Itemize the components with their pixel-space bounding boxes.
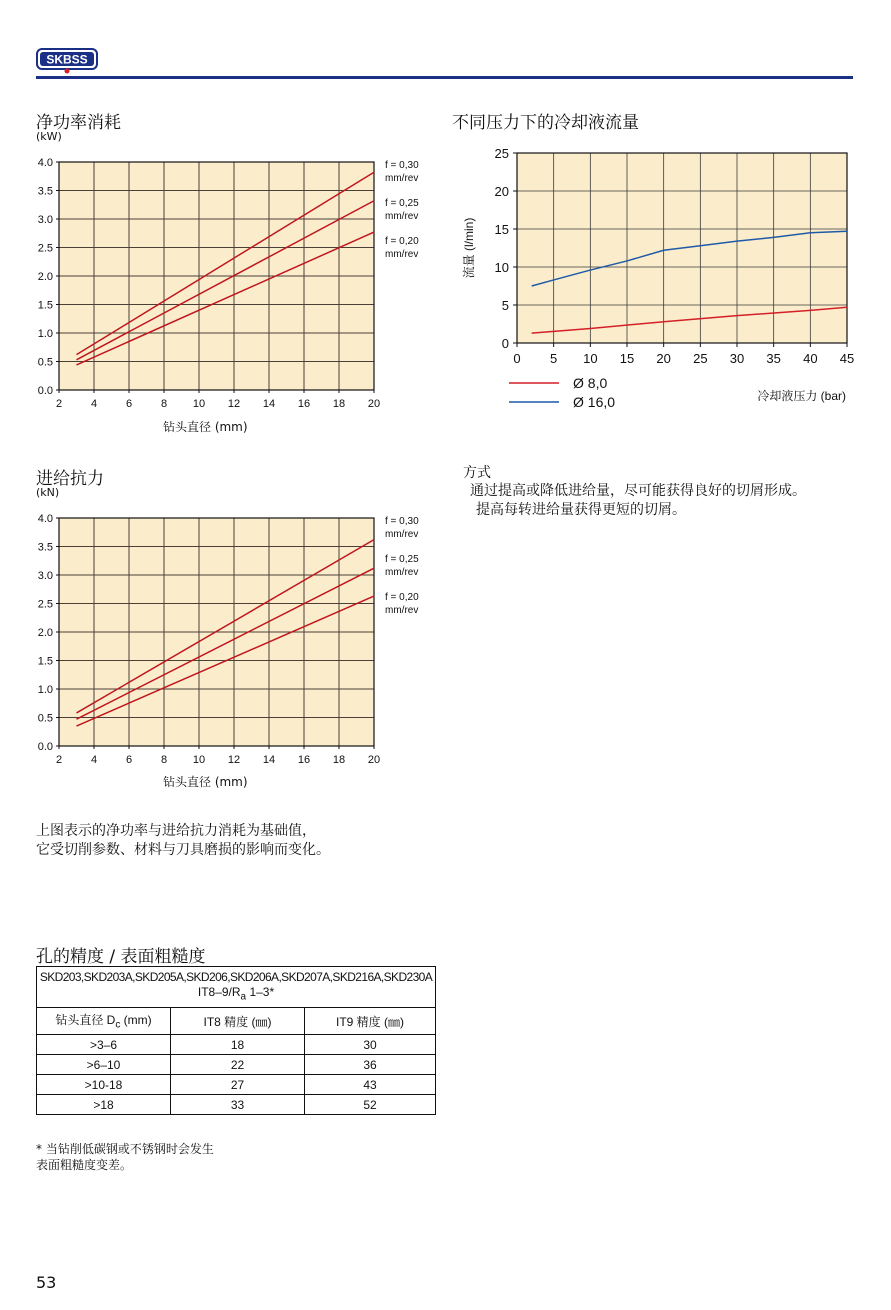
y-tick-label: 0.5 — [37, 712, 53, 725]
y-tick-label: 25 — [494, 146, 509, 161]
y-tick-label: 10 — [494, 260, 509, 275]
hole-accuracy-table — [36, 966, 436, 1115]
power-chart — [0, 150, 440, 420]
x-tick-label: 8 — [160, 398, 168, 410]
y-tick-label: 1.0 — [37, 328, 53, 340]
curve-label-line1: f = 0,20 — [385, 592, 419, 603]
footnote-line: 表面粗糙度变差。 — [36, 1158, 133, 1172]
logo-text: SKBSS — [46, 52, 88, 67]
y-tick-label: 2.0 — [37, 627, 53, 639]
cell-it8: 22 — [171, 1055, 305, 1075]
x-tick-label: 10 — [192, 398, 206, 410]
y-tick-label: 1.5 — [37, 655, 53, 668]
curve-label-line2: mm/rev — [385, 529, 419, 540]
x-tick-label: 2 — [55, 754, 63, 766]
cell-it9: 30 — [305, 1035, 436, 1055]
header-rule — [36, 76, 853, 79]
table-title: 孔的精度 / 表面粗糙度 — [36, 947, 206, 967]
y-tick-label: 3.0 — [37, 214, 53, 226]
x-tick-label: 8 — [160, 754, 168, 766]
x-tick-label: 4 — [90, 754, 98, 766]
method-text — [470, 482, 806, 520]
cell-diameter: >18 — [37, 1095, 171, 1115]
method-line: 通过提高或降低进给量，尽可能获得良好的切屑形成。 — [470, 483, 806, 499]
table-header-models — [37, 967, 436, 1008]
thrust-chart — [0, 506, 440, 776]
curve-label-line1: f = 0,20 — [385, 236, 419, 247]
y-tick-label: 2.0 — [37, 271, 53, 283]
curve-label-line1: f = 0,25 — [385, 554, 419, 565]
x-tick-label: 10 — [192, 754, 206, 766]
cell-it8: 18 — [171, 1035, 305, 1055]
tolerance-text: $IT8-9/R_a$ 1–3* — [197, 984, 275, 1003]
thrust-chart-title: 进给抗力 — [36, 469, 104, 489]
y-tick-label: 4.0 — [37, 513, 53, 525]
y-tick-label: 2.5 — [37, 598, 53, 611]
x-tick-label: 20 — [656, 351, 671, 366]
col-header-diameter: 钻头直径 $D_c$ (mm) — [37, 1008, 171, 1035]
x-axis-label: 冷却液压力 (bar) — [757, 389, 846, 403]
method-title: 方式 — [463, 465, 491, 481]
x-tick-label: 25 — [693, 351, 708, 366]
curve-label-line2: mm/rev — [385, 567, 419, 578]
x-tick-label: 30 — [729, 351, 745, 366]
power-chart-xlabel: 钻头直径 (mm) — [163, 420, 248, 434]
cell-diameter: >3–6 — [37, 1035, 171, 1055]
x-tick-label: 14 — [262, 754, 276, 766]
x-tick-label: 15 — [619, 351, 635, 366]
x-tick-label: 2 — [55, 398, 63, 410]
y-tick-label: 3.0 — [37, 570, 53, 582]
y-tick-label: 0.0 — [37, 741, 53, 753]
cell-diameter: >6–10 — [37, 1055, 171, 1075]
x-tick-label: 12 — [227, 754, 241, 766]
x-tick-label: 40 — [803, 351, 818, 366]
x-tick-label: 14 — [262, 398, 276, 410]
brand-logo — [36, 48, 98, 74]
models-text: SKD203,SKD203A,SKD205A,SKD206,SKD206A,SKD207A,SKD216A,SKD230A — [39, 969, 433, 984]
y-tick-label: 1.5 — [37, 299, 53, 312]
table-row — [37, 1055, 436, 1075]
cell-it8: 27 — [171, 1075, 305, 1095]
y-tick-label: 15 — [494, 222, 509, 237]
x-tick-label: 6 — [125, 754, 133, 766]
thrust-chart-xlabel: 钻头直径 (mm) — [163, 775, 248, 789]
x-tick-label: 12 — [227, 398, 241, 410]
x-tick-label: 16 — [297, 398, 311, 410]
x-tick-label: 20 — [367, 398, 381, 410]
power-chart-title: 净功率消耗 — [36, 113, 121, 133]
table-row — [37, 1035, 436, 1055]
legend-label-1: Ø 8,0 — [573, 375, 608, 391]
y-tick-label: 5 — [501, 298, 509, 313]
method-line: 提高每转进给量获得更短的切屑。 — [476, 502, 686, 518]
legend-label-2: Ø 16,0 — [573, 394, 616, 410]
curve-label-line2: mm/rev — [385, 211, 419, 222]
footnote-line: * 当钻削低碳钢或不锈钢时会发生 — [36, 1142, 214, 1156]
curve-label-line1: f = 0,25 — [385, 198, 419, 209]
coolant-chart — [455, 140, 875, 420]
x-tick-label: 6 — [125, 398, 133, 410]
cell-it9: 43 — [305, 1075, 436, 1095]
x-tick-label: 35 — [766, 351, 781, 366]
caption-line: 它受切削参数、材料与刀具磨损的影响而变化。 — [36, 842, 330, 858]
x-tick-label: 45 — [839, 351, 855, 366]
x-tick-label: 0 — [513, 351, 521, 366]
cell-it9: 52 — [305, 1095, 436, 1115]
y-tick-label: 1.0 — [37, 684, 53, 696]
footnote — [36, 1141, 214, 1173]
y-tick-label: 2.5 — [37, 242, 53, 255]
cell-it8: 33 — [171, 1095, 305, 1115]
y-tick-label: 3.5 — [37, 541, 53, 554]
x-tick-label: 16 — [297, 754, 311, 766]
y-axis-label: 流量 (l/min) — [462, 217, 476, 279]
chart-caption — [36, 822, 330, 860]
x-tick-label: 18 — [332, 398, 346, 410]
y-tick-label: 0 — [501, 336, 509, 351]
curve-label-line1: f = 0,30 — [385, 160, 419, 171]
curve-label-line1: f = 0,30 — [385, 516, 419, 527]
x-tick-label: 4 — [90, 398, 98, 410]
col-header-it8: IT8 精度 (㎜) — [171, 1008, 305, 1035]
y-tick-label: 3.5 — [37, 185, 53, 198]
y-tick-label: 4.0 — [37, 157, 53, 169]
y-tick-label: 0.5 — [37, 356, 53, 369]
coolant-chart-title: 不同压力下的冷却液流量 — [452, 113, 639, 133]
curve-label-line2: mm/rev — [385, 173, 419, 184]
x-tick-label: 5 — [550, 351, 558, 366]
cell-it9: 36 — [305, 1055, 436, 1075]
table-row — [37, 1075, 436, 1095]
x-tick-label: 20 — [367, 754, 381, 766]
caption-line: 上图表示的净功率与进给抗力消耗为基础值， — [36, 823, 316, 839]
y-tick-label: 20 — [494, 184, 509, 199]
table-row — [37, 1095, 436, 1115]
y-tick-label: 0.0 — [37, 385, 53, 397]
curve-label-line2: mm/rev — [385, 605, 419, 616]
power-chart-unit: (kW) — [36, 130, 62, 143]
thrust-chart-unit: (kN) — [36, 486, 60, 499]
page-number: 53 — [36, 1273, 57, 1292]
x-tick-label: 10 — [583, 351, 598, 366]
col-header-it9: IT9 精度 (㎜) — [305, 1008, 436, 1035]
cell-diameter: >10-18 — [37, 1075, 171, 1095]
curve-label-line2: mm/rev — [385, 249, 419, 260]
x-tick-label: 18 — [332, 754, 346, 766]
